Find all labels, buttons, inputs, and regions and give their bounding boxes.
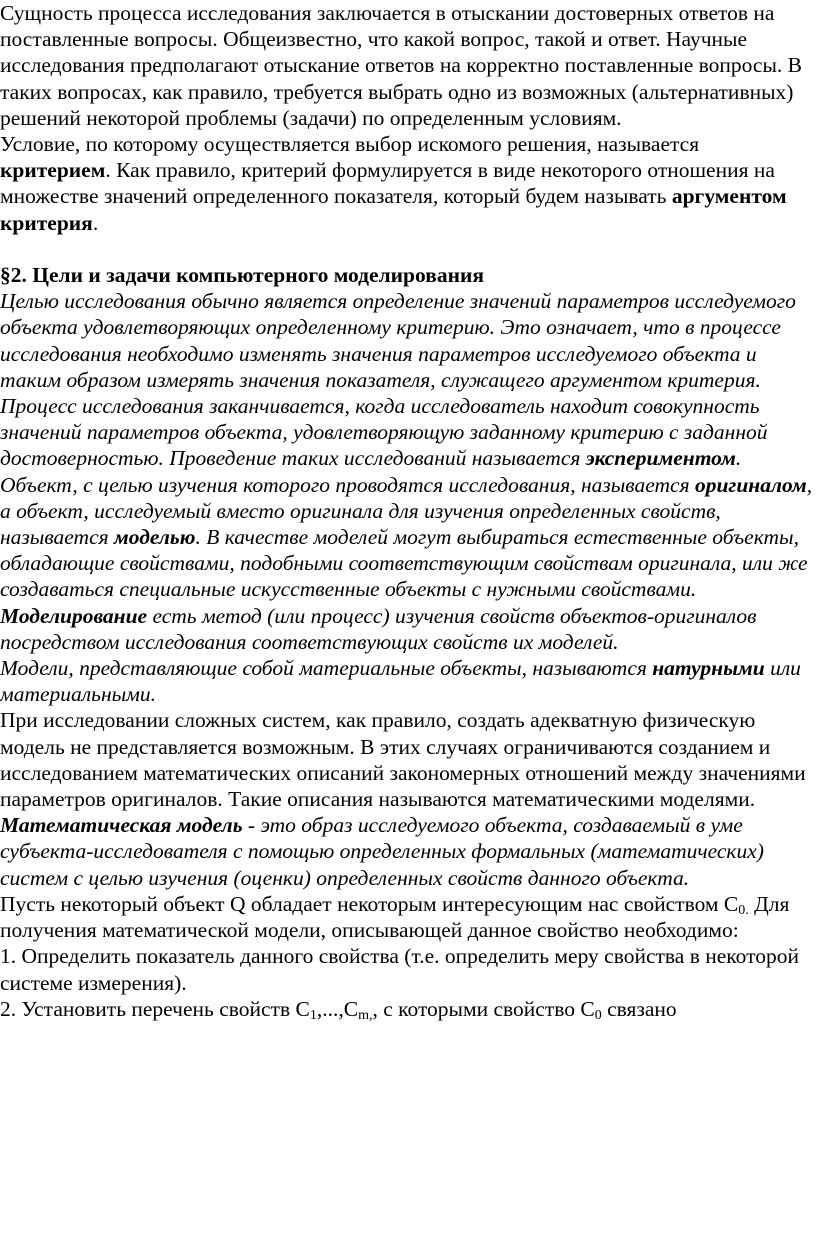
term-original: оригиналом xyxy=(694,472,807,497)
term-criterion: критерием xyxy=(0,158,106,183)
term-natural: натурными xyxy=(652,656,765,681)
term-math-model: Математическая модель xyxy=(0,813,243,838)
paragraph-math-model xyxy=(0,812,814,891)
section-heading: §2. Цели и задачи компьютерного моделирования xyxy=(0,263,484,288)
paragraph-modeling xyxy=(0,603,814,655)
text-run: или материальными. xyxy=(0,656,801,707)
text-run: . В качестве моделей могут выбираться естественные объекты, обладающие свойствами, подобными соответствующим свойствам оригинала, или же создаваться специальные искусственные объекты с нужными свойствами. xyxy=(0,525,808,602)
text-run: . xyxy=(735,446,742,471)
text-run: ,...,С xyxy=(316,996,359,1021)
paragraph-criterion xyxy=(0,131,814,236)
paragraph-experiment xyxy=(0,393,814,472)
paragraph-natural-models xyxy=(0,655,814,707)
subscript: 0. xyxy=(738,902,749,918)
term-modeling: Моделирование xyxy=(0,603,148,628)
text-run: . xyxy=(92,210,99,235)
blank-line xyxy=(0,236,814,262)
text-run: есть метод (или процесс) изучения свойств объектов-оригиналов посредством исследования соответствующих свойств их моделей. xyxy=(0,603,757,654)
term-criterion-argument: аргументом критерия xyxy=(0,184,787,235)
term-model: моделью xyxy=(114,525,196,550)
text-run: 2. Установить перечень свойств С xyxy=(0,996,310,1021)
text-run: Процесс исследования заканчивается, когда исследователь находит совокупность значений параметров объекта, удовлетворяющую заданному критерию с заданной достоверностью. Проведение таких исследований называется xyxy=(0,394,768,471)
text-run: - это образ исследуемого объекта, создаваемый в уме субъекта-исследователя с помощью определенных формальных (математических) систем с целью изучения (оценки) определенных свойств данного объекта. xyxy=(0,813,764,890)
paragraph-essence: Сущность процесса исследования заключается в отыскании достоверных ответов на поставленные вопросы. Общеизвестно, что какой вопрос, такой и ответ. Научные исследования предполагают отыскание ответов на корректно поставленные вопросы. В таких вопросах, как правило, требуется выбрать одно из возможных (альтернативных) решений некоторой проблемы (задачи) по определенным условиям. xyxy=(0,1,803,130)
text-run: . Как правило, критерий формулируется в виде некоторого отношения на множестве значений определенного показателя, который будем называть xyxy=(0,158,775,209)
text-run: Объект, с целью изучения которого проводятся исследования, называется xyxy=(0,472,695,497)
subscript: 0 xyxy=(594,1007,602,1023)
text-run: Для получения математической модели, описывающей данное свойство необходимо: xyxy=(0,891,790,943)
subscript: m, xyxy=(358,1007,373,1023)
text-run: Условие, по которому осуществляется выбор искомого решения, называется xyxy=(0,132,700,157)
text-run: , а объект, исследуемый вместо оригинала для изучения определенных свойств, называется xyxy=(0,472,813,550)
paragraph-original-model xyxy=(0,472,814,603)
paragraph-object-q xyxy=(0,891,814,943)
text-run: Пусть некоторый объект Q обладает некоторым интересующим нас свойством С xyxy=(0,891,739,916)
text-run: связано xyxy=(601,996,677,1021)
paragraph-research-goal: Целью исследования обычно является определение значений параметров исследуемого объекта удовлетворяющих определенному критерию. Это означает, что в процессе исследования необходимо изменять значения параметров исследуемого объекта и таким образом измерять значения показателя, служащего аргументом критерия. xyxy=(0,289,796,392)
subscript: 1 xyxy=(309,1007,317,1023)
list-item-2 xyxy=(0,996,814,1022)
list-item-1: 1. Определить показатель данного свойства (т.е. определить меру свойства в некоторой системе измерения). xyxy=(0,944,799,995)
term-experiment: экспериментом xyxy=(585,446,736,471)
text-run: Модели, представляющие собой материальные объекты, называются xyxy=(0,656,653,681)
text-run: , с которыми свойство С xyxy=(372,996,595,1021)
paragraph-complex-systems: При исследовании сложных систем, как правило, создать адекватную физическую модель не представляется возможным. В этих случаях ограничиваются созданием и исследованием математических описаний закономерных отношений между значениями параметров оригиналов. Такие описания называются математическими моделями. xyxy=(0,708,806,812)
